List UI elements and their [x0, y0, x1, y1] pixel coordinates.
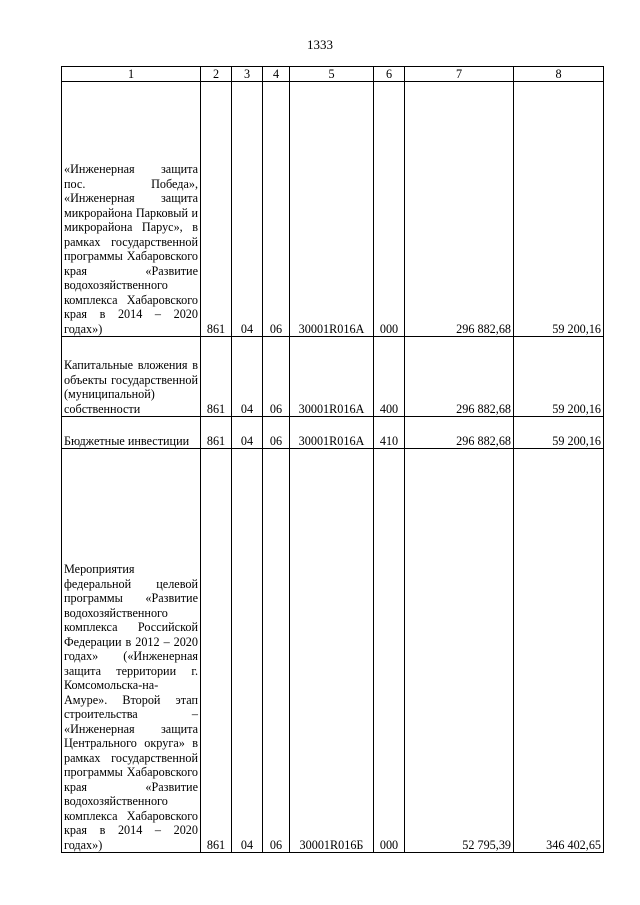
cell-col7: 296 882,68: [405, 337, 514, 417]
cell-col7: 52 795,39: [405, 449, 514, 853]
row-name-cell: [62, 82, 201, 337]
cell-col5: 30001R016Б: [290, 449, 374, 853]
cell-col5: 30001R016A: [290, 337, 374, 417]
cell-col3: 04: [232, 417, 263, 449]
col-header-3: 3: [232, 67, 263, 82]
table-row: [62, 417, 604, 449]
cell-col5: 30001R016A: [290, 82, 374, 337]
cell-col2: 861: [201, 82, 232, 337]
cell-col3: 04: [232, 449, 263, 853]
row-name-cell: [62, 449, 201, 853]
header-row: [62, 67, 604, 82]
cell-col8: 59 200,16: [514, 337, 604, 417]
cell-col4: 06: [263, 337, 290, 417]
row-name: «Инженерная защита пос. Победа», «Инженерная защита микрорайона Парковый и микрорайона Парус», в рамках государственной программы Хабаровского края «Развитие водохозяйственного комплекса Хабаровского края в 2014 – 2020 годах»): [64, 162, 198, 336]
col-header-1: 1: [62, 67, 201, 82]
cell-col6: 000: [374, 449, 405, 853]
col-header-7: 7: [405, 67, 514, 82]
cell-col2: 861: [201, 337, 232, 417]
cell-col3: 04: [232, 337, 263, 417]
cell-col8: 59 200,16: [514, 82, 604, 337]
cell-col7: 296 882,68: [405, 82, 514, 337]
cell-col8: 346 402,65: [514, 449, 604, 853]
row-name: Мероприятия федеральной целевой программы «Развитие водохозяйственного комплекса Российской Федерации в 2012 – 2020 годах» («Инженерная защита территории г. Комсомольска-на-Амуре». Второй этап строительства – «Инженерная защита Центрального округа» в рамках государственной программы Хабаровского края «Развитие водохозяйственного комплекса Хабаровского края в 2014 – 2020 годах»): [64, 562, 198, 852]
row-name-cell: [62, 417, 201, 449]
cell-col7: 296 882,68: [405, 417, 514, 449]
row-name-cell: [62, 337, 201, 417]
table-row: [62, 337, 604, 417]
col-header-5: 5: [290, 67, 374, 82]
cell-col6: 410: [374, 417, 405, 449]
cell-col4: 06: [263, 417, 290, 449]
col-header-4: 4: [263, 67, 290, 82]
row-name: Капитальные вложения в объекты государственной (муниципальной) собственности: [64, 358, 198, 416]
col-header-2: 2: [201, 67, 232, 82]
cell-col4: 06: [263, 82, 290, 337]
col-header-6: 6: [374, 67, 405, 82]
cell-col6: 400: [374, 337, 405, 417]
cell-col5: 30001R016A: [290, 417, 374, 449]
row-name: Бюджетные инвестиции: [64, 433, 190, 448]
col-header-8: 8: [514, 67, 604, 82]
table-row: [62, 449, 604, 853]
cell-col6: 000: [374, 82, 405, 337]
page-number: 1333: [307, 37, 333, 52]
cell-col4: 06: [263, 449, 290, 853]
cell-col2: 861: [201, 449, 232, 853]
cell-col2: 861: [201, 417, 232, 449]
cell-col8: 59 200,16: [514, 417, 604, 449]
table-row: [62, 82, 604, 337]
cell-col3: 04: [232, 82, 263, 337]
budget-table: [61, 66, 604, 853]
